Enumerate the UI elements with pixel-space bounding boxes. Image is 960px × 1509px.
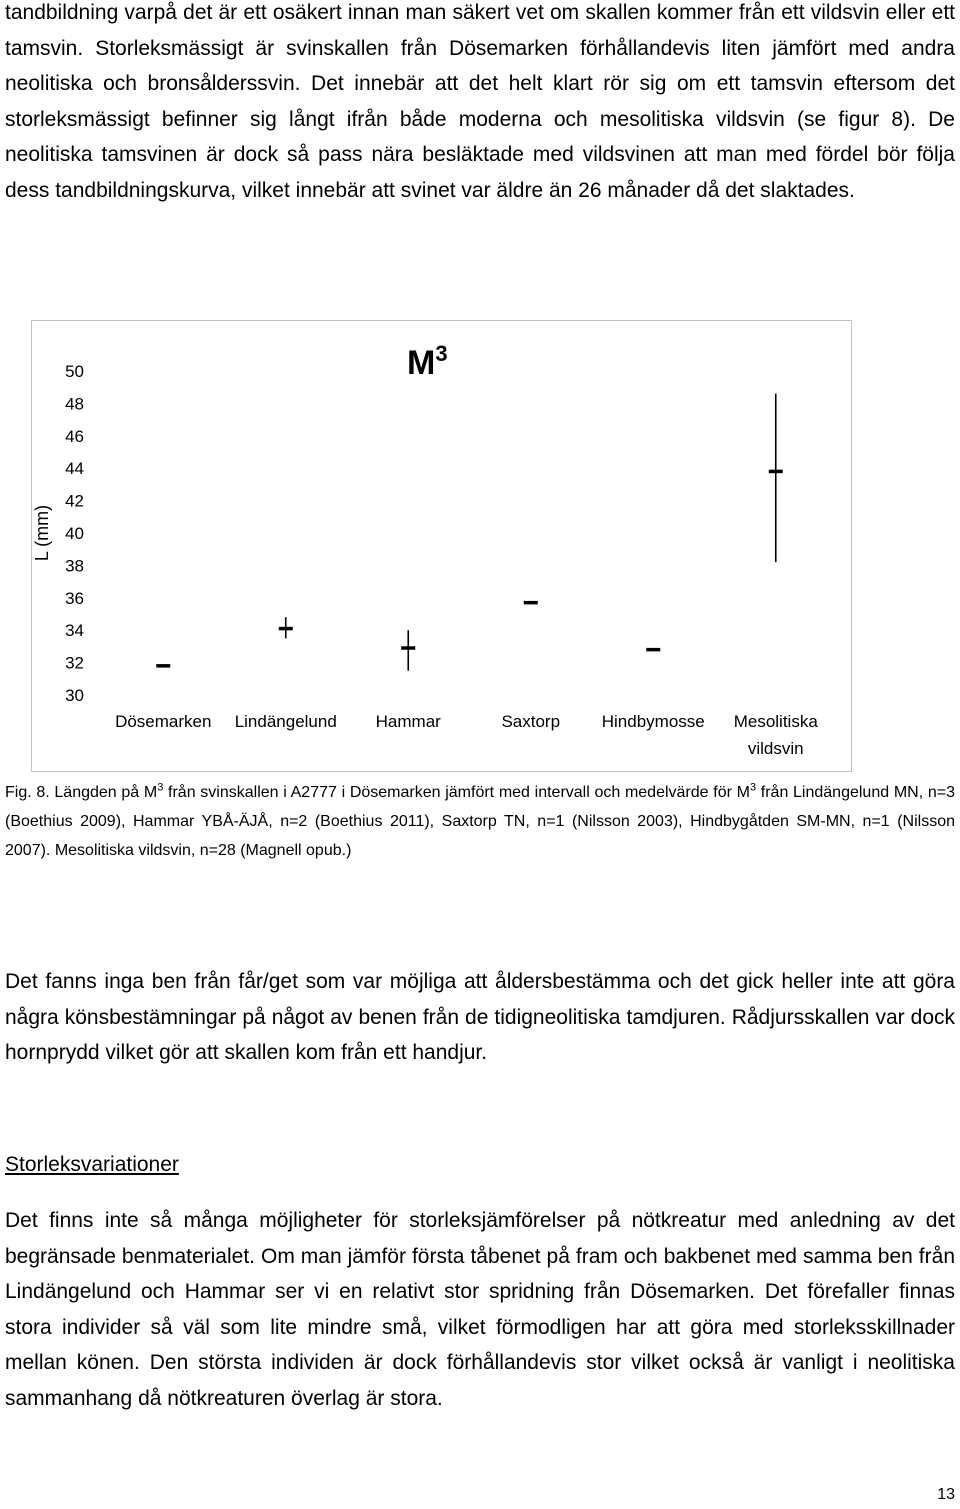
- chart-svg: [32, 321, 851, 771]
- figure-caption: [5, 778, 955, 865]
- y-axis-label: L (mm): [32, 504, 52, 562]
- y-tick-label: 32: [65, 653, 84, 673]
- chart-title-superscript: 3: [435, 341, 448, 366]
- x-category-label: Mesolitiska: [733, 712, 818, 731]
- chart-title: [407, 341, 448, 382]
- caption-sup-1: 3: [157, 781, 164, 794]
- x-category-label: Dösemarken: [115, 712, 212, 731]
- x-category-label: Hindbymosse: [601, 712, 705, 731]
- body-paragraph-intro: tandbildning varpå det är ett osäkert innan man säkert vet om skallen kommer från ett vildsvin eller ett tamsvin. Storleksmässigt är svinskallen från Dösemarken förhållandevis liten jämfört med andra neolitiska och bronsålderssvin. Det innebär att det helt klart rör sig om ett tamsvin eftersom det storleksmässigt befinner sig långt ifrån både moderna och mesolitiska vildsvin (se figur 8). De neolitiska tamsvinen är dock så pass nära besläktade med vildsvinen att man med fördel bör följa dess tandbildningskurva, vilket innebär att svinet var äldre än 26 månader då det slaktades.: [5, 1, 955, 202]
- body-paragraph-finns: Det finns inte så många möjligheter för storleksjämförelser på nötkreatur med anledning av det begränsade benmaterialet. Om man jämför första tåbenet på fram och bakbenet med samma ben från Lindängelund och Hammar ser vi en relativt stor spridning från Dösemarken. Det förefaller finnas stora individer så väl som lite mindre små, vilket förmodligen har att göra med storleksskillnader mellan könen. Den största individen är dock förhållandevis stor vilket också är vanligt i neolitiska sammanhang då nötkreaturen överlag är stora.: [5, 1209, 955, 1410]
- y-tick-label: 50: [65, 362, 84, 381]
- y-tick-label: 48: [65, 394, 84, 414]
- x-category-label: Saxtorp: [501, 712, 561, 731]
- y-tick-label: 30: [65, 686, 84, 705]
- y-tick-label: 46: [65, 426, 84, 446]
- y-tick-label: 38: [65, 556, 84, 576]
- y-tick-label: 44: [65, 459, 84, 479]
- caption-sup-2: 3: [749, 781, 757, 794]
- y-tick-label: 42: [65, 491, 84, 511]
- y-tick-label: 36: [65, 588, 84, 608]
- x-category-label: Lindängelund: [234, 712, 337, 731]
- chart-title-main: M: [407, 344, 436, 382]
- figure-8-chart: [31, 320, 852, 772]
- y-tick-label: 40: [65, 524, 84, 543]
- x-category-label: Hammar: [375, 712, 441, 731]
- y-tick-label: 34: [65, 621, 84, 641]
- section-heading: Storleksvariationer: [5, 1153, 179, 1176]
- body-paragraph-fanns: Det fanns inga ben från får/get som var möjliga att åldersbestämma och det gick heller inte att göra några könsbestämningar på något av benen från de tidigneolitiska tamdjuren. Rådjursskallen var dock hornprydd vilket gör att skallen kom från ett handjur.: [5, 970, 955, 1064]
- page-number: 13: [937, 1486, 955, 1503]
- caption-part-2: från svinskallen i A2777 i Dösemarken jämfört med intervall och medelvärde för M: [163, 784, 750, 801]
- caption-part-3: från Lindängelund MN, n=3 (Boethius 2009), Hammar YBÅ-ÄJÅ, n=2 (Boethius 2011), Saxtorp TN, n=1 (Nilsson 2003), Hindbygåtden SM-MN, n=1 (Nilsson 2007). Mesolitiska vildsvin, n=28 (Magnell opub.): [5, 784, 955, 859]
- caption-part-1: Fig. 8. Längden på M: [5, 784, 158, 801]
- x-category-label: vildsvin: [747, 739, 804, 758]
